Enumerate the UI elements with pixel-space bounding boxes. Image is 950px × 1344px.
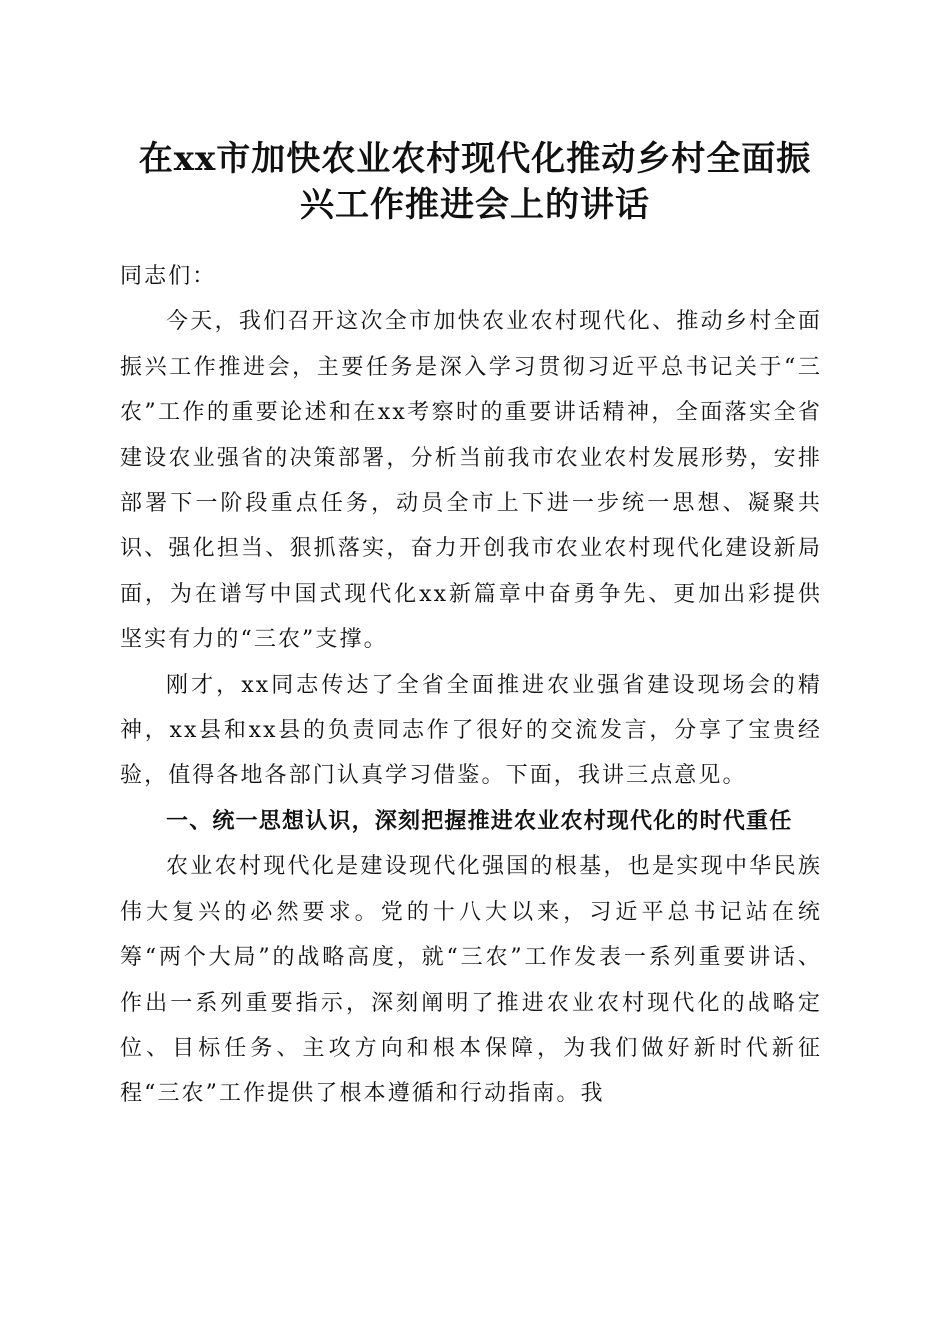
document-body <box>120 254 822 1117</box>
paragraph-opening: 今天，我们召开这次全市加快农业农村现代化、推动乡村全面振兴工作推进会，主要任务是深入学习贯彻习近平总书记关于“三农”工作的重要论述和在xx考察时的重要讲话精神，全面落实全省建设农业强省的决策部署，分析当前我市农业农村发展形势，安排部署下一阶段重点任务，动员全市上下进一步统一思想、凝聚共识、强化担当、狠抓落实，奋力开创我市农业农村现代化建设新局面，为在谱写中国式现代化xx新篇章中奋勇争先、更加出彩提供坚实有力的“三农”支撑。 <box>120 309 822 653</box>
section-1-paragraph: 农业农村现代化是建设现代化强国的根基，也是实现中华民族伟大复兴的必然要求。党的十八大以来，习近平总书记站在统筹“两个大局”的战略高度，就“三农”工作发表一系列重要讲话、作出一系列重要指示，深刻阐明了推进农业农村现代化的战略定位、目标任务、主攻方向和根本保障，为我们做好新时代新征程“三农”工作提供了根本遵循和行动指南。我 <box>120 854 822 1107</box>
document-title-line-1: 在xx市加快农业农村现代化推动乡村全面振 <box>138 139 812 179</box>
salutation: 同志们： <box>120 264 217 289</box>
section-heading-1: 一、统一思想认识，深刻把握推进农业农村现代化的时代重任 <box>166 808 793 834</box>
document-title <box>110 136 840 228</box>
document-title-line-2: 兴工作推进会上的讲话 <box>300 185 650 225</box>
paragraph-remarks: 刚才，xx同志传达了全省全面推进农业强省建设现场会的精神，xx县和xx县的负责同志作了很好的交流发言，分享了宝贵经验，值得各地各部门认真学习借鉴。下面，我讲三点意见。 <box>120 672 822 789</box>
